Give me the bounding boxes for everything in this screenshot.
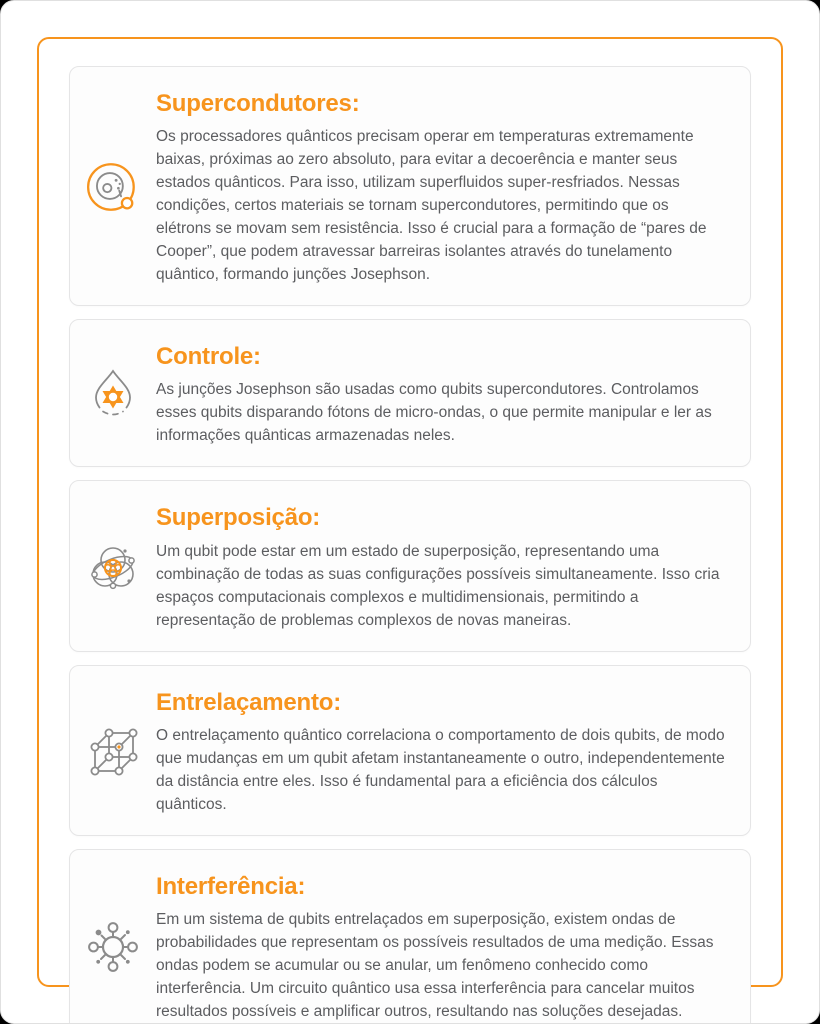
card-body: Em um sistema de qubits entrelaçados em superposição, existem ondas de probabilidades que representam os possíveis resultados de uma medição. Essas ondas podem se acumular ou se anular, um fenômeno conhecido como interferência. Um circuito quântico usa essa interferência para cancelar muitos resultados possíveis e amplificar outros, resultando nas soluções desejadas.	[156, 910, 714, 1020]
superconductor-orbit-icon	[84, 158, 142, 216]
card-text	[156, 687, 726, 816]
card-interferencia	[69, 849, 751, 1024]
card-body: Os processadores quânticos precisam operar em temperaturas extremamente baixas, próximas ao zero absoluto, para evitar a decoerência e manter seus estados quânticos. Para isso, utilizam superfluidos super-resfriados. Nessas condições, certos materiais se tornam supercondutores, permitindo que os elétrons se movam sem resistência. Isso é crucial para a formação de “pares de Cooper”, que podem atravessar barreiras isolantes através do tunelamento quântico, formando junções Josephson.	[156, 128, 707, 284]
card-text	[156, 88, 726, 286]
card-body: O entrelaçamento quântico correlaciona o comportamento de dois qubits, de modo que mudanças em um qubit afetam instantaneamente o outro, independentemente da distância entre eles. Isso é fundamental para a eficiência dos cálculos quânticos.	[156, 726, 725, 813]
card-superposicao	[69, 480, 751, 651]
card-text	[156, 502, 726, 631]
icon-column	[70, 502, 156, 631]
card-body: Um qubit pode estar em um estado de superposição, representando uma combinação de todas as suas configurações possíveis simultaneamente. Isso cria espaços computacionais complexos e multidimensionais, permitindo a representação de problemas complexos de novas maneiras.	[156, 542, 720, 629]
card-title: Entrelaçamento:	[156, 688, 342, 716]
icon-column	[70, 687, 156, 816]
card-title: Controle:	[156, 343, 261, 371]
icon-column	[70, 341, 156, 447]
card-supercondutores	[69, 66, 751, 306]
card-text	[156, 871, 726, 1023]
content-frame	[37, 37, 783, 1020]
card-entrelacamento	[69, 665, 751, 836]
microwave-droplet-icon	[85, 366, 141, 422]
icon-column	[70, 871, 156, 1023]
entanglement-cube-icon	[85, 723, 141, 779]
card-title: Superposição:	[156, 504, 321, 532]
card-text	[156, 341, 726, 447]
icon-column	[70, 88, 156, 286]
card-body: As junções Josephson são usadas como qubits supercondutores. Controlamos esses qubits disparando fótons de micro-ondas, o que permite manipular e ler as informações quânticas armazenadas neles.	[156, 381, 712, 445]
superposition-orbits-icon	[85, 539, 141, 595]
card-controle	[69, 319, 751, 467]
card-title: Supercondutores:	[156, 90, 360, 117]
interference-hub-icon	[85, 919, 141, 975]
card-title: Interferência:	[156, 872, 306, 900]
